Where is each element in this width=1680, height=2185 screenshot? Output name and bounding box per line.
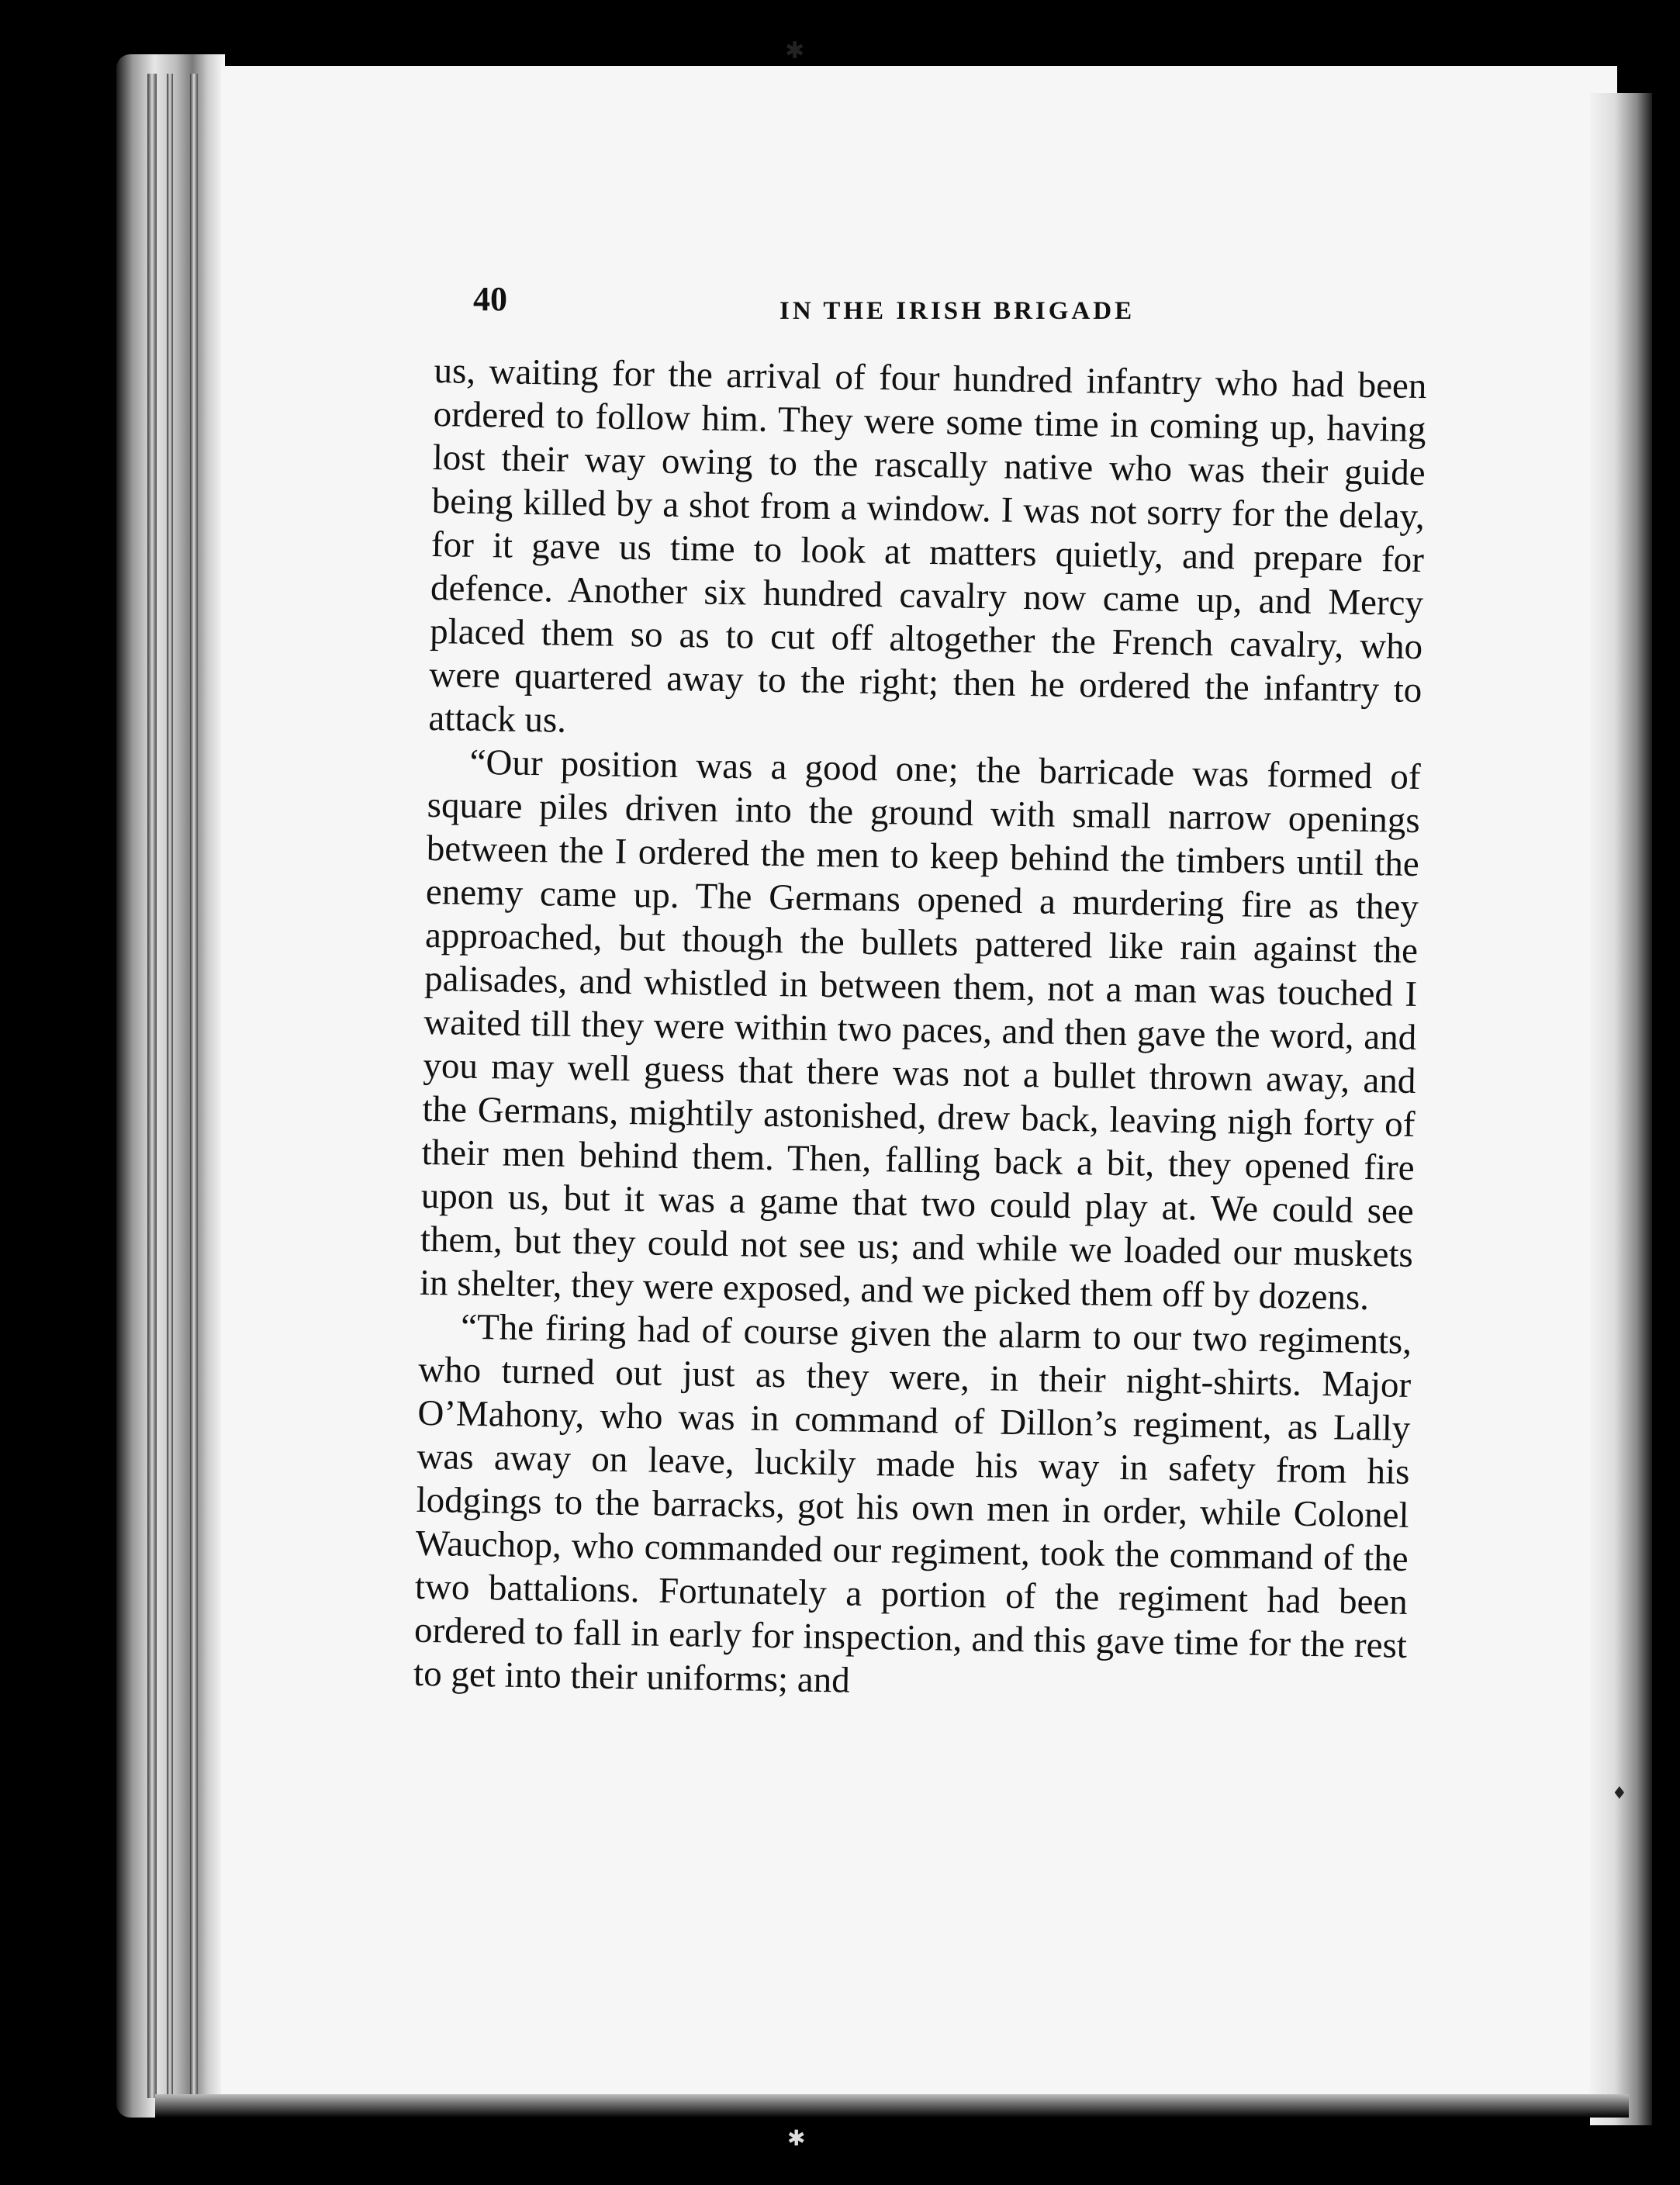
book-page-edge-right <box>1590 93 1652 2125</box>
book-edge-strip <box>147 74 157 2098</box>
page-number: 40 <box>473 280 507 318</box>
paragraph: “The firing had of course given the alarm to our two regiments, who turned out just as they were, in their night-shirts. Major O’Mahony, who was in command of Dillon’s regiment, as Lally was away on leave, luckily made his way in safety from his lodgings to the barracks, got his own men in order, while Colonel Wauchop, who commanded our regiment, took the command of the two battalions. Fortunately a portion of the regiment had been ordered to fall in early for inspection, and this gave time for the rest to get into their uniforms; and <box>413 1306 1412 1701</box>
book-edge-strip <box>167 74 173 2098</box>
running-head: IN THE IRISH BRIGADE <box>780 297 1136 325</box>
book-bottom-edge <box>155 2094 1629 2118</box>
scan-speck: ✱ <box>787 2125 806 2151</box>
paragraph: “Our position was a good one; the barricade was formed of square piles driven into the ground with small narrow openings between the I ordered the men to keep behind the timbers until the enemy came up. The Germans opened a murdering fire as they approached, but though the bullets pattered like rain against the palisades, and whistled in between them, not a man was touched I waited till they were within two paces, and then gave the word, and you may well guess that there was not a bullet thrown away, and the Germans, mightily astonished, drew back, leaving nigh forty of their men behind them. Then, falling back a bit, they opened fire upon us, but it was a game that two could play at. We could see them, but they could not see us; and while we loaded our muskets in shelter, they were exposed, and we picked them off by dozens. <box>419 742 1421 1319</box>
scan-speck: ♦ <box>1612 1784 1627 1803</box>
book-edge-strip <box>190 74 198 2098</box>
scan-speck: ✱ <box>785 37 805 64</box>
paragraph: us, waiting for the arrival of four hundred infantry who had been ordered to follow him. They were some time in coming up, having lost their way owing to the rascally native who was their guide being killed by a shot from a window. I was not sorry for the delay, for it gave us time to look at matters quietly, and prepare for defence. Another six hundred cavalry now came up, and Mercy placed them so as to cut off altogether the French cavalry, who were quartered away to the right; then he ordered the infantry to attack us. <box>428 350 1427 741</box>
body-text <box>413 349 1427 1711</box>
